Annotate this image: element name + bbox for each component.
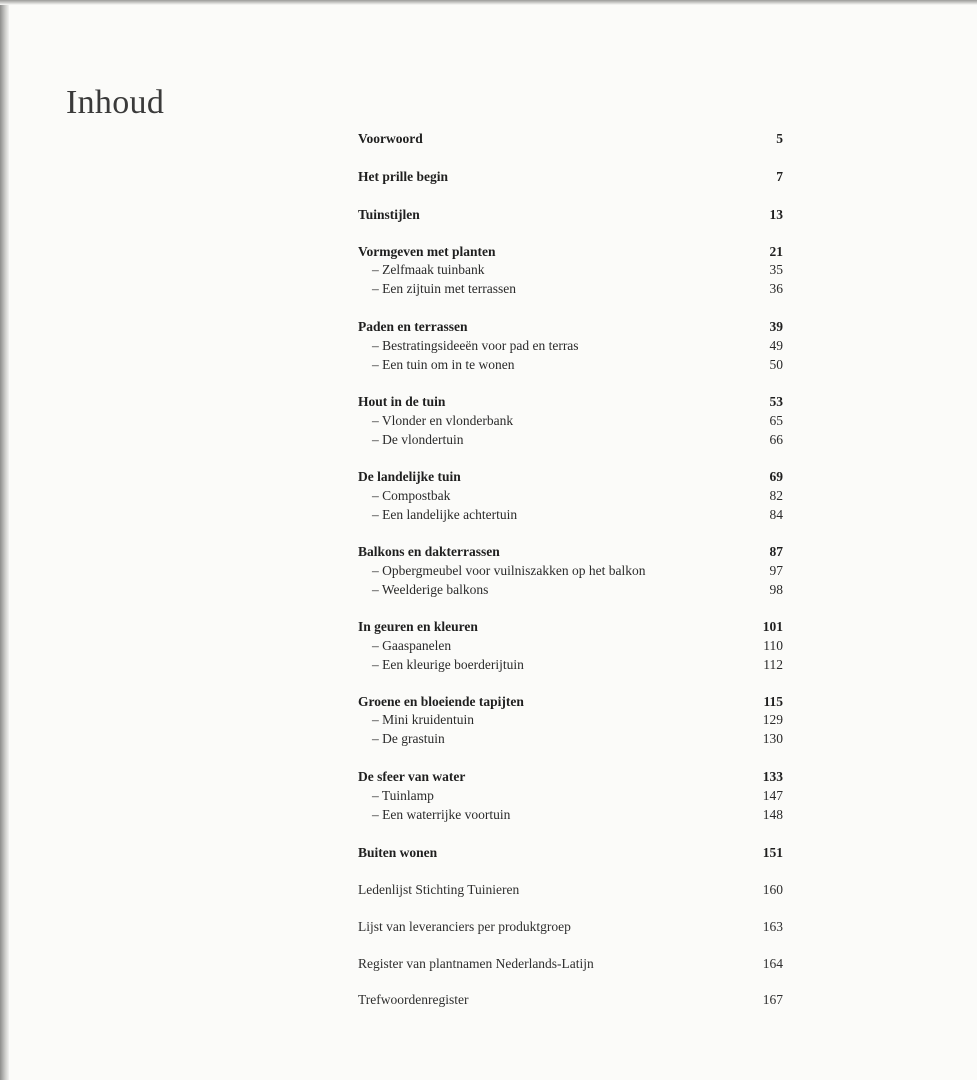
toc-entry-title: De landelijke tuin — [358, 469, 461, 484]
toc-entry-title: Balkons en dakterrassen — [358, 544, 500, 559]
toc-page-number: 130 — [762, 731, 783, 746]
toc-page-number: 164 — [762, 956, 783, 971]
toc-entry-title: – Een tuin om in te wonen — [372, 357, 515, 372]
toc-subentry — [358, 655, 783, 674]
toc-subentry — [358, 260, 783, 279]
toc-entry — [358, 467, 783, 486]
toc-entry-title: – Zelfmaak tuinbank — [372, 262, 485, 277]
toc-entry — [358, 205, 783, 224]
toc-entry-title: Het prille begin — [358, 169, 448, 184]
toc-entry — [358, 242, 783, 261]
toc-entry-title: De sfeer van water — [358, 769, 466, 784]
toc-entry-title: Groene en bloeiende tapijten — [358, 694, 524, 709]
toc-entry-title: – De grastuin — [372, 731, 445, 746]
toc-subentry — [358, 729, 783, 748]
toc-entry-title: Trefwoordenregister — [358, 992, 469, 1007]
toc-page-number: 35 — [769, 262, 783, 277]
toc-page-number: 167 — [762, 992, 783, 1007]
toc-entry — [358, 692, 783, 711]
toc-entry-title: – Een zijtuin met terrassen — [372, 281, 516, 296]
toc-entry-title: – Gaaspanelen — [372, 638, 452, 653]
toc-entry — [358, 917, 783, 936]
toc-page-number: 66 — [769, 432, 783, 447]
toc-entry-title: – Mini kruidentuin — [372, 712, 474, 727]
toc-subentry — [358, 710, 783, 729]
toc-page-number: 148 — [762, 807, 783, 822]
toc-subentry — [358, 486, 783, 505]
toc-page-number: 129 — [762, 712, 783, 727]
toc-page-number: 163 — [762, 919, 783, 934]
toc-entry-title: Buiten wonen — [358, 845, 438, 860]
toc-subentry — [358, 580, 783, 599]
toc-entry — [358, 767, 783, 786]
toc-page-number: 147 — [762, 788, 783, 803]
toc-page-number: 84 — [769, 507, 783, 522]
toc-page-number: 13 — [769, 207, 783, 222]
toc-subentry — [358, 279, 783, 298]
toc-entry — [358, 167, 783, 186]
page-spine-shadow — [0, 0, 9, 1080]
toc-entry — [358, 542, 783, 561]
toc-entry — [358, 317, 783, 336]
toc-page-number: 112 — [763, 657, 783, 672]
toc-entry-title: – De vlondertuin — [372, 432, 464, 447]
toc-page-number: 50 — [769, 357, 783, 372]
toc-page-number: 160 — [762, 882, 783, 897]
toc-entry-title: Voorwoord — [358, 131, 423, 146]
toc-page-number: 39 — [769, 319, 783, 334]
toc-entry-title: Vormgeven met planten — [358, 244, 496, 259]
toc-entry-title: Hout in de tuin — [358, 394, 446, 409]
toc-page-number: 65 — [769, 413, 783, 428]
toc-page-number: 87 — [769, 544, 783, 559]
toc-entry-title: Register van plantnamen Nederlands-Latijn — [358, 956, 594, 971]
toc-page-number: 133 — [762, 769, 783, 784]
toc-entry-title: – Bestratingsideeën voor pad en terras — [372, 338, 579, 353]
toc-page-number: 101 — [762, 619, 783, 634]
toc-entry-title: – Vlonder en vlonderbank — [372, 413, 514, 428]
toc-page-number: 53 — [769, 394, 783, 409]
toc-entry-title: – Opbergmeubel voor vuilniszakken op het balkon — [372, 563, 646, 578]
toc-entry-title: Ledenlijst Stichting Tuinieren — [358, 882, 520, 897]
toc-entry — [358, 617, 783, 636]
toc-page-number: 49 — [769, 338, 783, 353]
toc-entry-title: Paden en terrassen — [358, 319, 468, 334]
toc-page-number: 69 — [769, 469, 783, 484]
toc-page-number: 97 — [769, 563, 783, 578]
toc-page-number: 115 — [763, 694, 783, 709]
toc-subentry — [358, 336, 783, 355]
toc-page-number: 5 — [776, 131, 783, 146]
toc-entry-title: – Weelderige balkons — [372, 582, 489, 597]
page-title: Inhoud — [66, 84, 165, 121]
toc-entry-title: Lijst van leveranciers per produktgroep — [358, 919, 571, 934]
toc-page-number: 151 — [762, 845, 783, 860]
toc-subentry — [358, 430, 783, 449]
toc-page-number: 36 — [769, 281, 783, 296]
toc-subentry — [358, 636, 783, 655]
toc-entry — [358, 392, 783, 411]
toc-entry-title: – Tuinlamp — [372, 788, 434, 803]
toc-subentry — [358, 805, 783, 824]
toc-entry — [358, 990, 783, 1009]
toc-entry-title: Tuinstijlen — [358, 207, 420, 222]
toc-entry-title: – Een landelijke achtertuin — [372, 507, 518, 522]
toc-subentry — [358, 561, 783, 580]
page-top-edge — [0, 0, 977, 5]
toc-entry — [358, 954, 783, 973]
toc-entry — [358, 843, 783, 862]
toc-page-number: 7 — [776, 169, 783, 184]
toc-page-number: 21 — [769, 244, 783, 259]
toc-entry-title: In geuren en kleuren — [358, 619, 478, 634]
toc-entry-title: – Compostbak — [372, 488, 451, 503]
toc-entry-title: – Een kleurige boerderijtuin — [372, 657, 524, 672]
toc-page-number: 110 — [763, 638, 783, 653]
toc-subentry — [358, 355, 783, 374]
toc-page-number: 98 — [769, 582, 783, 597]
toc-subentry — [358, 505, 783, 524]
toc-subentry — [358, 411, 783, 430]
toc-page-number: 82 — [769, 488, 783, 503]
toc-entry — [358, 880, 783, 899]
toc-entry-title: – Een waterrijke voortuin — [372, 807, 511, 822]
toc-subentry — [358, 786, 783, 805]
toc-entry — [358, 129, 783, 148]
